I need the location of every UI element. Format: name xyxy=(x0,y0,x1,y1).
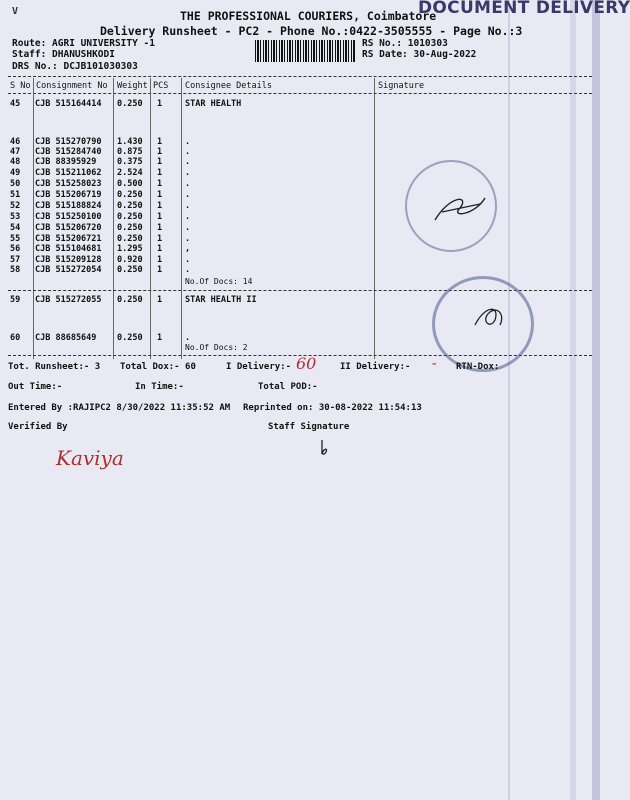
ii-delivery-label: II Delivery:- xyxy=(340,362,411,372)
drs-number: DRS No.: DCJB101030303 xyxy=(12,61,138,72)
route-label: Route: AGRI UNIVERSITY -1 xyxy=(12,38,155,49)
seal-signature xyxy=(470,300,510,335)
document-delivery-stamp: DOCUMENT DELIVERY xyxy=(418,0,630,18)
col-pcs: PCS xyxy=(153,81,169,91)
table-row: 49 CJB 515211062 2.524 1 . xyxy=(10,168,191,178)
staff-label: Staff: DHANUSHKODI xyxy=(12,49,115,60)
staff-signature-mark xyxy=(314,438,334,458)
table-row: 59 CJB 515272055 0.250 1 STAR HEALTH II xyxy=(10,295,257,305)
corner-mark: V xyxy=(12,6,19,17)
total-runsheet: Tot. Runsheet:- 3 xyxy=(8,362,101,372)
staff-signature-label: Staff Signature xyxy=(268,422,350,432)
table-row: 45 CJB 515164414 0.250 1 STAR HEALTH xyxy=(10,99,242,109)
out-time: Out Time:- xyxy=(8,382,63,392)
verified-by-label: Verified By xyxy=(8,422,68,432)
entered-by: Entered By :RAJIPC2 8/30/2022 11:35:52 AM xyxy=(8,403,231,413)
table-row: 50 CJB 515258023 0.500 1 . xyxy=(10,179,191,189)
paper-edge-shadow xyxy=(570,0,576,800)
barcode xyxy=(255,40,355,62)
col-weight: Weight xyxy=(117,81,148,91)
in-time: In Time:- xyxy=(135,382,184,392)
table-row: 58 CJB 515272054 0.250 1 . xyxy=(10,265,191,275)
rs-number: RS No.: 1010303 xyxy=(362,38,448,49)
docs-count: No.Of Docs: 2 xyxy=(185,343,248,352)
rs-date: RS Date: 30-Aug-2022 xyxy=(362,49,477,60)
table-top-rule xyxy=(8,76,592,77)
ii-delivery-handwritten: - xyxy=(430,356,439,372)
table-header-rule xyxy=(8,93,592,94)
i-delivery-handwritten: 60 xyxy=(296,354,317,373)
docs-count: No.Of Docs: 14 xyxy=(185,277,253,286)
table-row: 47 CJB 515284740 0.875 1 . xyxy=(10,147,191,157)
table-row: 48 CJB 88395929 0.375 1 . xyxy=(10,157,191,167)
table-row: 60 CJB 88685649 0.250 1 . xyxy=(10,333,191,343)
paper-fold-line xyxy=(508,0,510,800)
table-row: 53 CJB 515250100 0.250 1 . xyxy=(10,212,191,222)
verified-signature: Kaviya xyxy=(56,446,124,470)
table-row: 57 CJB 515209128 0.920 1 . xyxy=(10,255,191,265)
rtn-dox: RTN-Dox: xyxy=(456,362,500,372)
i-delivery-label: I Delivery:- xyxy=(226,362,292,372)
table-row: 46 CJB 515270790 1.430 1 . xyxy=(10,137,191,147)
table-row: 55 CJB 515206721 0.250 1 . xyxy=(10,234,191,244)
table-row: 54 CJB 515206720 0.250 1 . xyxy=(10,223,191,233)
col-consignee: Consignee Details xyxy=(185,81,272,91)
table-row: 52 CJB 515188824 0.250 1 . xyxy=(10,201,191,211)
reprinted-on: Reprinted on: 30-08-2022 11:54:13 xyxy=(243,403,422,413)
total-dox: Total Dox:- 60 xyxy=(120,362,196,372)
col-sno: S No xyxy=(10,81,31,91)
total-pod: Total POD:- xyxy=(258,382,318,392)
runsheet-title: Delivery Runsheet - PC2 - Phone No.:0422-3505555 - Page No.:3 xyxy=(100,24,523,38)
table-row: 56 CJB 515104681 1.295 1 , xyxy=(10,244,191,254)
col-consignment: Consignment No xyxy=(36,81,108,91)
col-signature: Signature xyxy=(378,81,425,91)
delivery-signature xyxy=(430,190,490,230)
paper-edge-shadow xyxy=(592,0,600,800)
company-title: THE PROFESSIONAL COURIERS, Coimbatore xyxy=(180,9,437,23)
table-row: 51 CJB 515206719 0.250 1 . xyxy=(10,190,191,200)
